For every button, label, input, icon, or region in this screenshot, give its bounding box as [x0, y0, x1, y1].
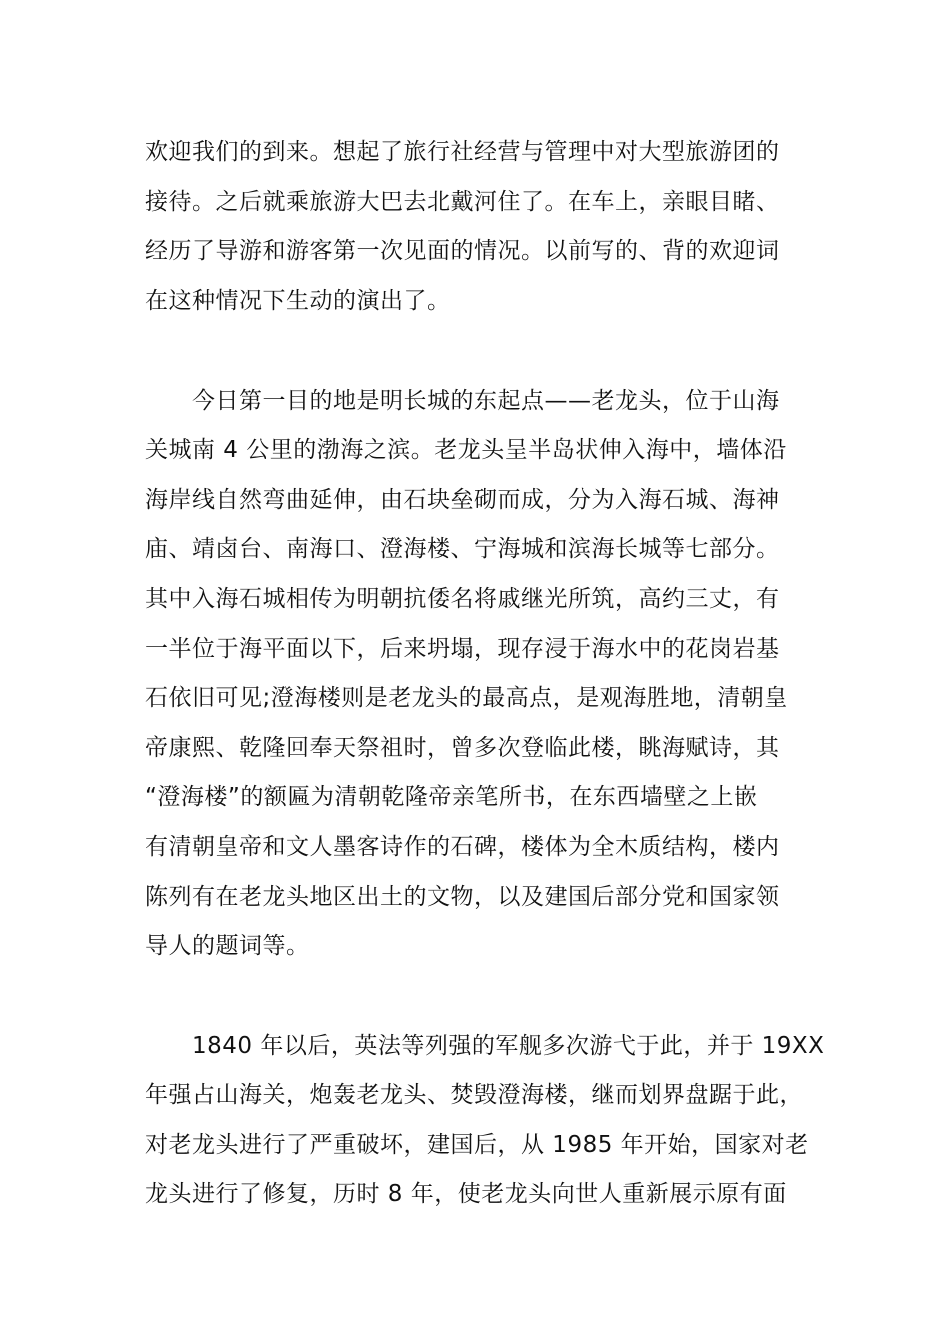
text-line: “澄海楼”的额匾为清朝乾隆帝亲笔所书，在东西墙壁之上嵌	[145, 784, 758, 810]
text-line: 石依旧可见;澄海楼则是老龙头的最高点，是观海胜地，清朝皇	[145, 685, 788, 711]
text-line: 今日第一目的地是明长城的东起点——老龙头，位于山海	[192, 388, 780, 414]
text-line: 帝康熙、乾隆回奉天祭祖时，曾多次登临此楼，眺海赋诗，其	[145, 735, 780, 761]
text-line: 龙头进行了修复，历时 8 年，使老龙头向世人重新展示原有面	[145, 1181, 787, 1207]
text-line: 在这种情况下生动的演出了。	[145, 288, 451, 314]
text-line: 对老龙头进行了严重破坏，建国后，从 1985 年开始，国家对老	[145, 1132, 809, 1158]
text-line: 关城南 4 公里的渤海之滨。老龙头呈半岛状伸入海中，墙体沿	[145, 437, 787, 463]
text-line: 庙、靖卤台、南海口、澄海楼、宁海城和滨海长城等七部分。	[145, 536, 780, 562]
text-line: 一半位于海平面以下，后来坍塌，现存浸于海水中的花岗岩基	[145, 636, 780, 662]
text-line: 海岸线自然弯曲延伸，由石块垒砌而成，分为入海石城、海神	[145, 487, 780, 513]
text-line: 接待。之后就乘旅游大巴去北戴河住了。在车上，亲眼目睹、	[145, 189, 780, 215]
text-line: 其中入海石城相传为明朝抗倭名将戚继光所筑，高约三丈，有	[145, 586, 780, 612]
text-line: 经历了导游和游客第一次见面的情况。以前写的、背的欢迎词	[145, 238, 780, 264]
text-line: 欢迎我们的到来。想起了旅行社经营与管理中对大型旅游团的	[145, 139, 780, 165]
text-line: 有清朝皇帝和文人墨客诗作的石碑，楼体为全木质结构，楼内	[145, 834, 780, 860]
text-line: 陈列有在老龙头地区出土的文物，以及建国后部分党和国家领	[145, 884, 780, 910]
text-line: 年强占山海关，炮轰老龙头、焚毁澄海楼，继而划界盘踞于此，	[145, 1082, 803, 1108]
text-line: 1840 年以后，英法等列强的军舰多次游弋于此，并于 19XX	[192, 1033, 825, 1059]
text-line: 导人的题词等。	[145, 933, 310, 959]
